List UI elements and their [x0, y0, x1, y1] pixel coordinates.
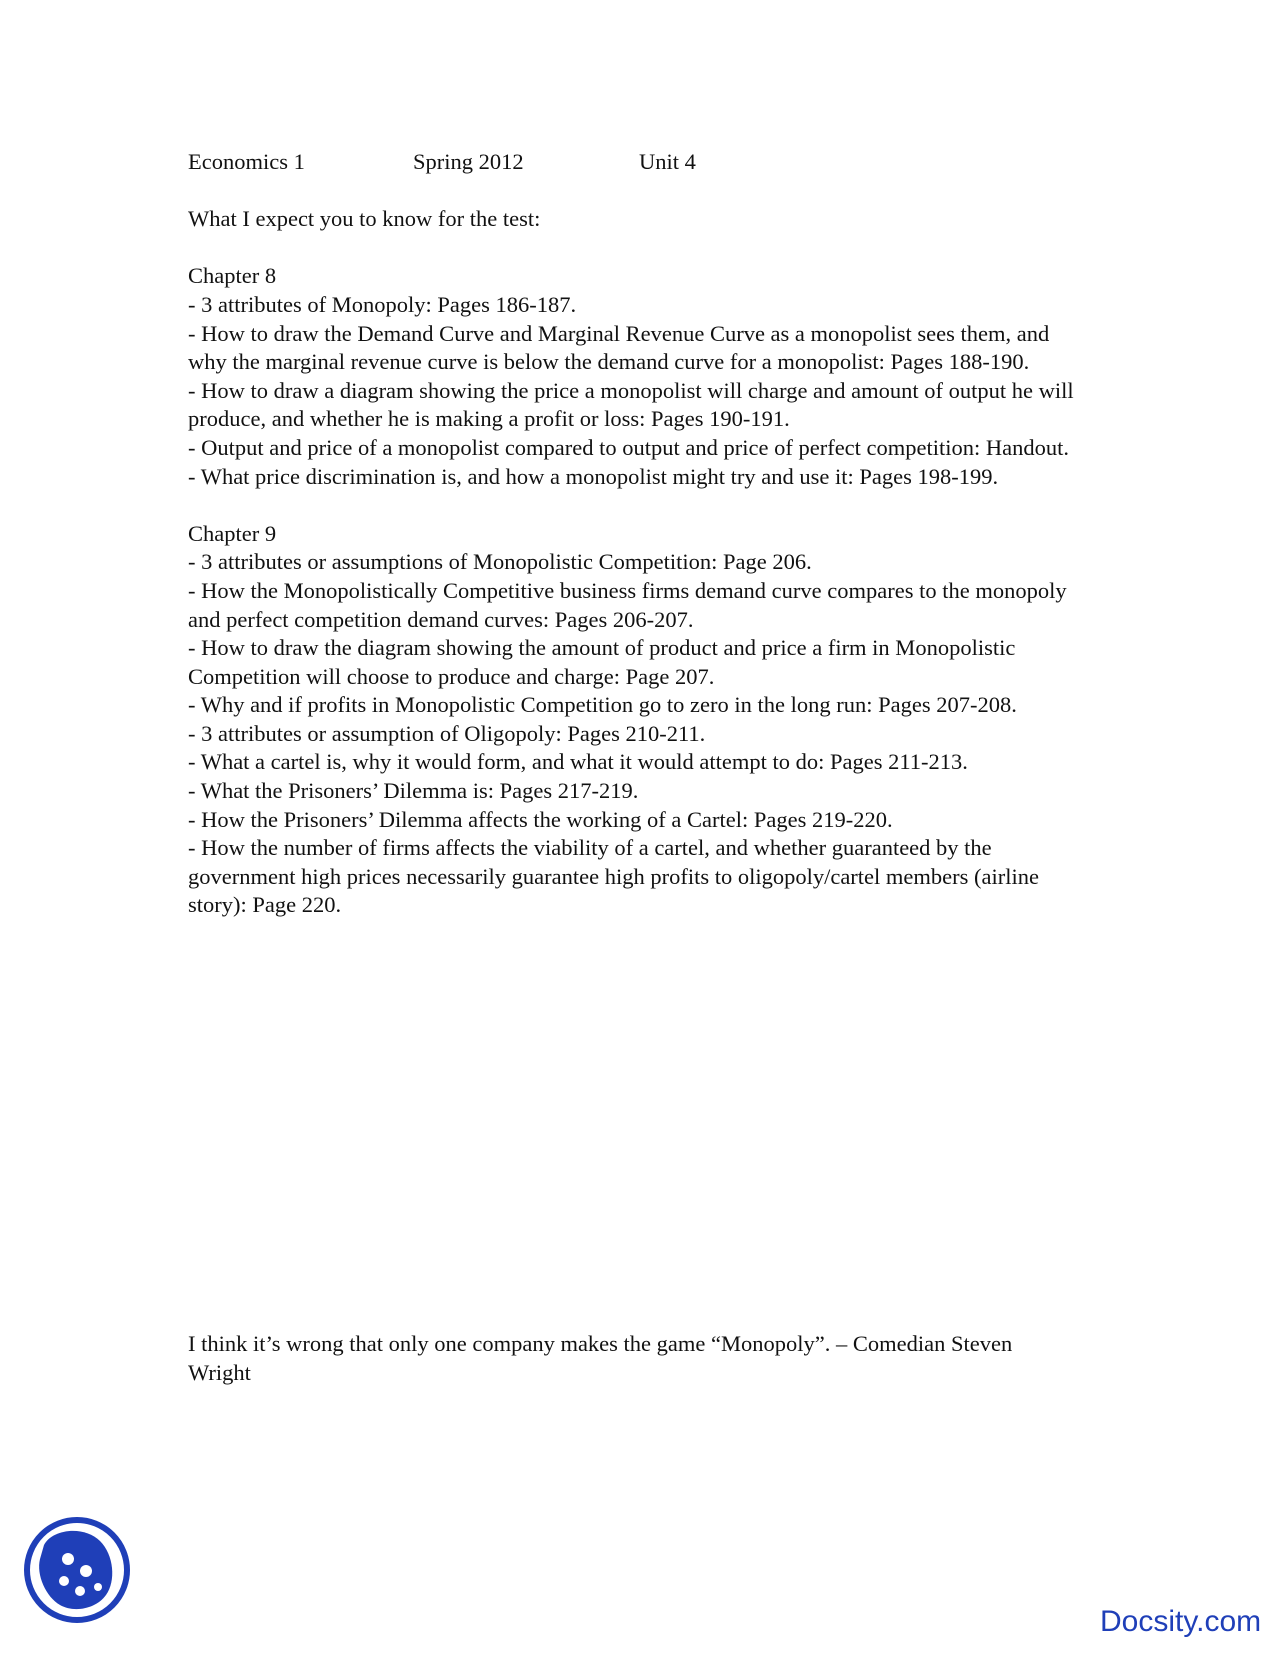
unit-label: Unit 4	[639, 149, 696, 174]
chapter-9-section	[188, 520, 1088, 920]
list-item: - 3 attributes or assumption of Oligopoly: Pages 210-211.	[188, 720, 706, 746]
list-item: - How to draw a diagram showing the price a monopolist will charge and amount of output he will produce, and whether he is making a profit or loss: Pages 190-191.	[188, 377, 1074, 432]
list-item: - What the Prisoners’ Dilemma is: Pages 217-219.	[188, 778, 639, 804]
list-item: - How the Monopolistically Competitive business firms demand curve compares to the monopoly and perfect competition demand curves: Pages 206-207.	[188, 577, 1067, 632]
term-label: Spring 2012	[413, 149, 524, 174]
list-item: - How the Prisoners’ Dilemma affects the working of a Cartel: Pages 219-220.	[188, 806, 893, 832]
list-item: - Why and if profits in Monopolistic Competition go to zero in the long run: Pages 207-208.	[188, 692, 1017, 718]
list-item: - 3 attributes or assumptions of Monopolistic Competition: Page 206.	[188, 549, 812, 575]
closing-quote: I think it’s wrong that only one company makes the game “Monopoly”. – Comedian Steven Wright	[188, 1331, 1013, 1385]
list-item: - Output and price of a monopolist compared to output and price of perfect competition: Handout.	[188, 434, 1070, 460]
chapter-title: Chapter 9	[188, 520, 277, 546]
course-name: Economics 1	[188, 149, 305, 174]
docsity-link[interactable]: Docsity.com	[1100, 1605, 1262, 1638]
docsity-logo-icon[interactable]	[22, 1515, 132, 1625]
intro-text: What I expect you to know for the test:	[188, 206, 541, 232]
list-item: - 3 attributes of Monopoly: Pages 186-187.	[188, 291, 577, 317]
chapter-title: Chapter 8	[188, 263, 277, 289]
list-item: - How the number of firms affects the viability of a cartel, and whether guaranteed by the government high prices necessarily guarantee high profits to oligopoly/cartel members (airline story): Page 220.	[188, 835, 1039, 918]
document-body	[188, 148, 1088, 949]
list-item: - How to draw the diagram showing the amount of product and price a firm in Monopolistic Competition will choose to produce and charge: Page 207.	[188, 635, 1016, 689]
list-item: - How to draw the Demand Curve and Marginal Revenue Curve as a monopolist sees them, and why the marginal revenue curve is below the demand curve for a monopolist: Pages 188-190.	[188, 320, 1050, 375]
document-header	[188, 148, 1088, 177]
list-item: - What price discrimination is, and how a monopolist might try and use it: Pages 198-199.	[188, 463, 999, 489]
chapter-8-section	[188, 262, 1088, 491]
list-item: - What a cartel is, why it would form, and what it would attempt to do: Pages 211-213.	[188, 749, 968, 775]
